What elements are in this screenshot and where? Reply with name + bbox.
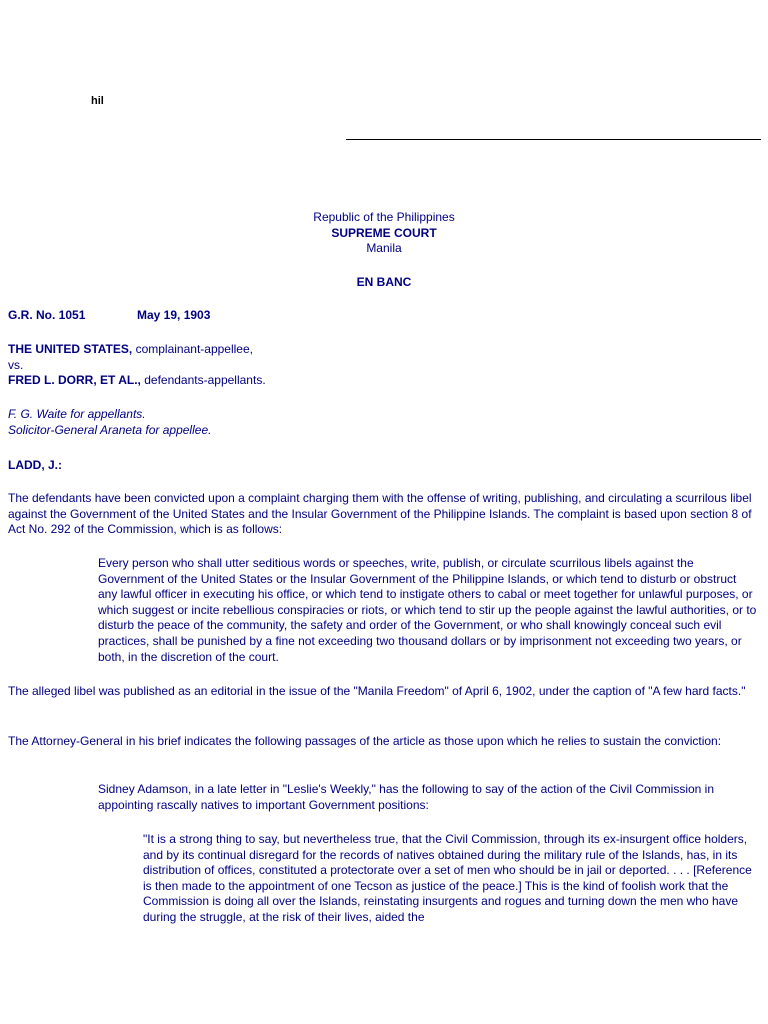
gr-number: G.R. No. 1051 bbox=[8, 308, 86, 322]
parties-block bbox=[8, 342, 760, 389]
appellant-counsel: F. G. Waite for appellants. bbox=[8, 407, 146, 421]
statute-quote: Every person who shall utter seditious words or speeches, write, publish, or circulate scurrilous libels against the Government of the United States or the Insular Government of the Philippine Islands, or which tend to disturb or obstruct any lawful officer in executing his office, or which tend to instigate others to cabal or meet together for unlawful purposes, or which suggest or incite rebellious conspiracies or riots, or which tend to stir up the people against the lawful authorities, or to disturb the peace of the community, the safety and order of the Government, or who shall knowingly conceal such evil practices, shall be punished by a fine not exceeding two thousand dollars or by imprisonment not exceeding two years, or both, in the discretion of the court. bbox=[98, 556, 757, 664]
decision-date: May 19, 1903 bbox=[137, 308, 211, 322]
horizontal-rule bbox=[346, 139, 761, 140]
ponente: LADD, J.: bbox=[8, 458, 62, 472]
case-number-line bbox=[8, 308, 760, 324]
versus-text: vs. bbox=[8, 357, 24, 372]
paragraph-2: The alleged libel was published as an editorial in the issue of the "Manila Freedom" of April 6, 1902, under the caption of "A few hard facts." bbox=[8, 684, 746, 698]
plaintiff-role: complainant-appellee, bbox=[132, 342, 253, 356]
plaintiff-line bbox=[8, 342, 760, 358]
paragraph-1: The defendants have been convicted upon a complaint charging them with the offense of writing, publishing, and circulating a scurrilous libel against the Government of the United States and the Insular Government of the Philippine Islands. The complaint is based upon section 8 of Act No. 292 of the Commission, which is as follows: bbox=[8, 491, 752, 537]
court-location: Manila bbox=[366, 241, 402, 255]
defendant-role: defendants-appellants. bbox=[140, 373, 266, 388]
paragraph-3: The Attorney-General in his brief indicates the following passages of the article as those upon which he relies to sustain the conviction: bbox=[8, 734, 722, 748]
counsel-block bbox=[8, 407, 760, 438]
division-title: EN BANC bbox=[356, 275, 412, 289]
court-name: SUPREME COURT bbox=[331, 225, 437, 240]
top-mark: hil bbox=[91, 95, 104, 107]
republic-line: Republic of the Philippines bbox=[313, 210, 455, 224]
plaintiff-name: THE UNITED STATES, bbox=[8, 342, 133, 356]
court-header bbox=[0, 210, 768, 257]
nested-quote: "It is a strong thing to say, but nevertheless true, that the Civil Commission, through its ex-insurgent office holders, and by its continual disregard for the records of natives obtained during the military rule of the Islands, has, in its distribution of offices, constituted a protectorate over a set of men who should be in jail or deported. . . . [Reference is then made to the appointment of one Tecson as justice of the peace.] This is the kind of foolish work that the Commission is doing all over the Islands, reinstating insurgents and rogues and turning down the men who have during the struggle, at the risk of their lives, aided the bbox=[143, 832, 752, 924]
appellee-counsel: Solicitor-General Araneta for appellee. bbox=[8, 422, 212, 437]
article-quote: Sidney Adamson, in a late letter in "Leslie's Weekly," has the following to say of the action of the Civil Commission in appointing rascally natives to important Government positions: bbox=[98, 782, 715, 812]
defendant-line bbox=[8, 373, 760, 389]
defendant-name: FRED L. DORR, ET AL., bbox=[8, 373, 141, 388]
